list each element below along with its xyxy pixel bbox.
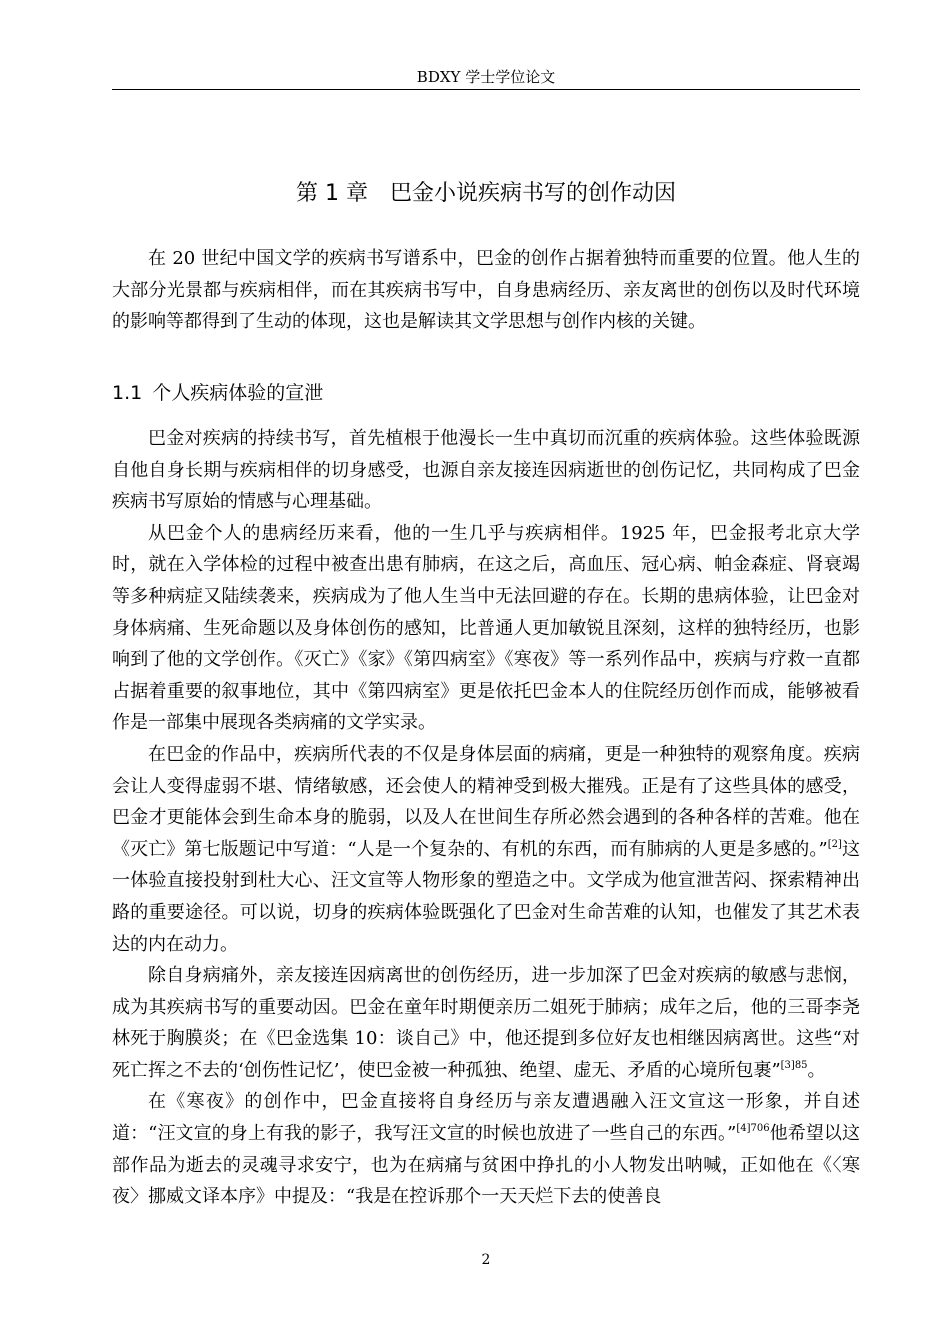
paragraph-1: 巴金对疾病的持续书写，首先植根于他漫长一生中真切而沉重的疾病体验。这些体验既源自他自身长期与疾病相伴的切身感受，也源自亲友接连因病逝世的创伤记忆，共同构成了巴金疾病书写原始的情感与心理基础。 [112, 428, 860, 513]
citation-ref: [4]706 [736, 1123, 770, 1135]
citation-ref: [3]85 [780, 1059, 808, 1071]
paragraph-4 [112, 960, 860, 1086]
paragraph-3-text-b: 这一体验直接投射到杜大心、汪文宣等人物形象的塑造之中。文学成为他宣泄苦闷、探索精神出路的重要途径。可以说，切身的疾病体验既强化了巴金对生命苦难的认知，也催发了其艺术表达的内在动力。 [112, 838, 860, 955]
paragraph-3 [112, 739, 860, 960]
chapter-intro [112, 243, 860, 338]
chapter-number: 第 1 章 [296, 181, 368, 206]
section-number: 1.1 [112, 382, 143, 404]
paragraph-4-text-a: 除自身病痛外，亲友接连因病离世的创伤经历，进一步加深了巴金对疾病的敏感与悲悯，成为其疾病书写的重要动因。巴金在童年时期便亲历二姐死于肺病；成年之后，他的三哥李尧林死于胸膜炎；在《巴金选集 10：谈自己》中，他还提到多位好友也相继因病离世。这些“对死亡挥之不去的‘创伤性记忆’，使巴金被一种孤独、绝望、虚无、矛盾的心境所包裹” [112, 965, 860, 1081]
chapter-title-text: 巴金小说疾病书写的创作动因 [389, 181, 676, 206]
running-header: BDXY 学士学位论文 [416, 68, 556, 86]
section-title: 个人疾病体验的宣泄 [152, 382, 324, 404]
header-rule [112, 89, 860, 90]
intro-paragraph: 在 20 世纪中国文学的疾病书写谱系中，巴金的创作占据着独特而重要的位置。他人生的大部分光景都与疾病相伴，而在其疾病书写中，自身患病经历、亲友离世的创伤以及时代环境的影响等都得到了生动的体现，这也是解读其文学思想与创作内核的关键。 [112, 248, 860, 333]
paragraph-3-text-a: 在巴金的作品中，疾病所代表的不仅是身体层面的病痛，更是一种独特的观察角度。疾病会让人变得虚弱不堪、情绪敏感，还会使人的精神受到极大摧残。正是有了这些具体的感受，巴金才更能体会到生命本身的脆弱，以及人在世间生存所必然会遇到的各种各样的苦难。他在《灭亡》第七版题记中写道：“人是一个复杂的、有机的东西，而有肺病的人更是多感的。” [112, 743, 860, 860]
citation-ref: [2] [827, 838, 842, 850]
section-body [112, 423, 860, 1213]
paragraph-5-text-a: 在《寒夜》的创作中，巴金直接将自身经历与亲友遭遇融入汪文宣这一形象，并自述道：“汪文宣的身上有我的影子，我写汪文宣的时候也放进了一些自己的东西。” [112, 1091, 860, 1145]
chapter-title [112, 176, 860, 212]
paragraph-5-text-b: 他希望以这部作品为逝去的灵魂寻求安宁，也为在病痛与贫困中挣扎的小人物发出呐喊，正如他在《〈寒夜〉挪威文译本序》中提及：“我是在控诉那个一天天烂下去的使善良 [112, 1123, 860, 1208]
page-number: 2 [481, 1252, 491, 1268]
paragraph-2: 从巴金个人的患病经历来看，他的一生几乎与疾病相伴。1925 年，巴金报考北京大学时，就在入学体检的过程中被查出患有肺病，在这之后，高血压、冠心病、帕金森症、肾衰竭等多种病症又陆续袭来，疾病成为了他人生当中无法回避的存在。长期的患病体验，让巴金对身体病痛、生死命题以及身体创伤的感知，比普通人更加敏锐且深刻，这样的独特经历，也影响到了他的文学创作。《灭亡》《家》《第四病室》《寒夜》等一系列作品中，疾病与疗救一直都占据着重要的叙事地位，其中《第四病室》更是依托巴金本人的住院经历创作而成，能够被看作是一部集中展现各类病痛的文学实录。 [112, 522, 860, 734]
section-heading [112, 378, 860, 408]
paragraph-4-text-b: 。 [807, 1059, 826, 1081]
paragraph-5 [112, 1086, 860, 1212]
